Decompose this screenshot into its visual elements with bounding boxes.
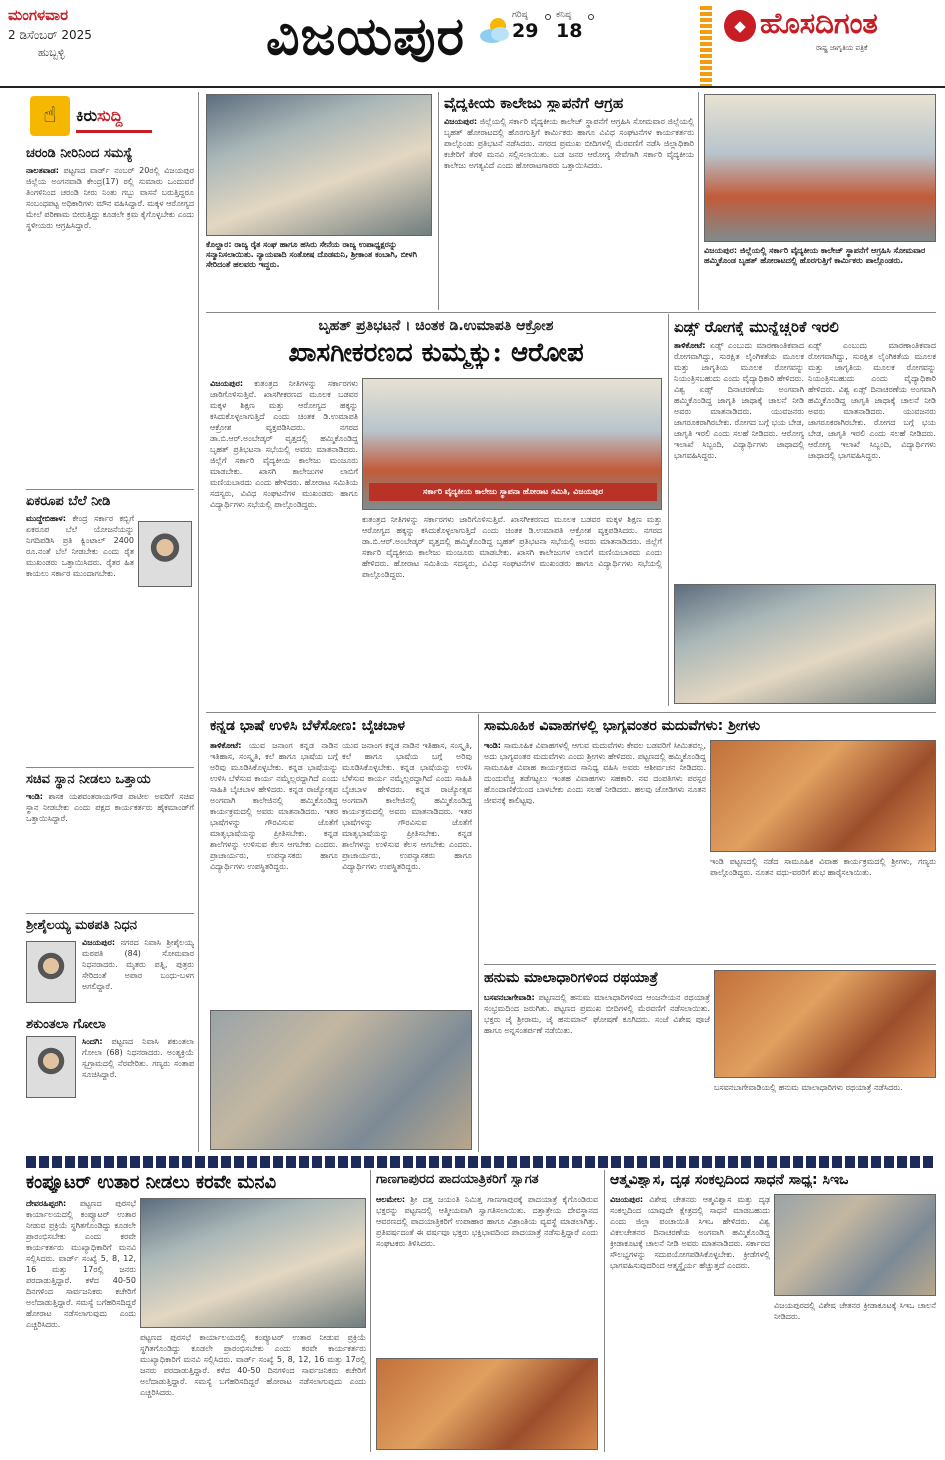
masthead [0,0,945,88]
story-body [376,1194,598,1354]
story-text: ಪಟ್ಟಣದ ಪುರಸಭೆ ಕಾರ್ಯಾಲಯದಲ್ಲಿ ಕಂಪ್ಯೂಟರ್ ಉತಾರ ನೀಡುವ ಪ್ರಕ್ರಿಯೆ ಸ್ಥಗಿತಗೊಂಡಿದ್ದು ಕೂಡಲೇ ಪ್ರಾರಂಭಿಸಬೇಕು ಎಂದು ಕರವೇ ಕಾರ್ಯಕರ್ತರು ಮುಖ್ಯಾಧಿಕಾರಿಗೆ ಮನವಿ ಸಲ್ಲಿಸಿದರು. ವಾರ್ಡ್ ಸಂಖ್ಯೆ 5, 8, 12, 16 ಮತ್ತು 17ರಲ್ಲಿ ಜನರು ಪರದಾಡುತ್ತಿದ್ದಾರೆ. ಕಳೆದ 40-50 ದಿನಗಳಿಂದ ಸಾರ್ವಜನಿಕರು ಕಚೇರಿಗೆ ಅಲೆದಾಡುತ್ತಿದ್ದಾರೆ. ಸಮಸ್ಯೆ ಬಗೆಹರಿಸದಿದ್ದರೆ ಹೋರಾಟ ನಡೆಸಲಾಗುವುದು ಎಂದು ಎಚ್ಚರಿಸಿದರು. [26,1199,136,1329]
news-photo [376,1358,598,1450]
story-headline: ಏಡ್ಸ್ ರೋಗಕ್ಕೆ ಮುನ್ನೆಚ್ಚರಿಕೆ ಇರಲಿ [674,318,839,336]
row-divider [206,712,936,713]
brief-body [26,165,194,485]
brief-text: ಶಾಸಕ ಯಶವಂತರಾಯಗೌಡ ಪಾಟೀಲ ಅವರಿಗೆ ಸಚಿವ ಸ್ಥಾನ ನೀಡಬೇಕು ಎಂದು ಪಕ್ಷದ ಕಾರ್ಯಕರ್ತರು ಹೈಕಮಾಂಡ್‌ಗೆ ಒತ್ತಾಯಿಸಿದ್ದಾರೆ. [26,792,194,823]
story-text: ಯುವ ಜನಾಂಗ ಕನ್ನಡ ನಾಡಿನ ಇತಿಹಾಸ, ಸಂಸ್ಕೃತಿ, ಕಲೆ ಹಾಗೂ ಭಾಷೆಯ ಬಗ್ಗೆ ಅರಿವು ಮೂಡಿಸಿಕೊಳ್ಳಬೇಕು. ಕನ್ನಡ ಭಾಷೆಯನ್ನು ಉಳಿಸಿ ಬೆಳೆಸುವ ಕಾರ್ಯ ನಮ್ಮೆಲ್ಲರದ್ದಾಗಿದೆ ಎಂದು ಸಾಹಿತಿ ಬೈಚಬಾಳ ಹೇಳಿದರು. ಕನ್ನಡ ರಾಜ್ಯೋತ್ಸವ ಅಂಗವಾಗಿ ಕಾಲೇಜಿನಲ್ಲಿ ಹಮ್ಮಿಕೊಂಡಿದ್ದ ಕಾರ್ಯಕ್ರಮದಲ್ಲಿ ಅವರು ಮಾತನಾಡಿದರು. ಇತರ ಭಾಷೆಗಳನ್ನು ಗೌರವಿಸುವ ಜೊತೆಗೆ ಮಾತೃಭಾಷೆಯನ್ನು ಪ್ರೀತಿಸಬೇಕು. ಕನ್ನಡ ಶಾಲೆಗಳನ್ನು ಉಳಿಸುವ ಕೆಲಸ ಆಗಬೇಕು ಎಂದರು. ಪ್ರಾಚಾರ್ಯರು, ಉಪನ್ಯಾಸಕರು ಹಾಗೂ ವಿದ್ಯಾರ್ಥಿಗಳು ಉಪಸ್ಥಿತರಿದ್ದರು. [210,741,338,871]
column-divider [370,1170,371,1452]
story-text: ಏಡ್ಸ್ ಎಂಬುದು ಮಾರಣಾಂತಿಕವಾದ ರೋಗವಾಗಿದ್ದು, ಸುರಕ್ಷಿತ ಲೈಂಗಿಕತೆಯ ಮೂಲಕ ಮತ್ತು ಜಾಗೃತಿಯ ಮೂಲಕ ರೋಗವನ್ನು ನಿಯಂತ್ರಿಸಬಹುದು ಎಂದು ವೈದ್ಯಾಧಿಕಾರಿ ಹೇಳಿದರು. ವಿಶ್ವ ಏಡ್ಸ್ ದಿನಾಚರಣೆಯ ಅಂಗವಾಗಿ ಹಮ್ಮಿಕೊಂಡಿದ್ದ ಜಾಗೃತಿ ಜಾಥಾಕ್ಕೆ ಚಾಲನೆ ನೀಡಿ ಅವರು ಮಾತನಾಡಿದರು. ಯುವಜನರು ಜಾಗರೂಕರಾಗಿರಬೇಕು. ರೋಗದ ಬಗ್ಗೆ ಭಯ ಬೇಡ, ಜಾಗೃತಿ ಇರಲಿ ಎಂದು ಸಲಹೆ ನೀಡಿದರು. ಆರೋಗ್ಯ ಇಲಾಖೆ ಸಿಬ್ಬಂದಿ, ವಿದ್ಯಾರ್ಥಿಗಳು ಜಾಥಾದಲ್ಲಿ ಭಾಗವಹಿಸಿದ್ದರು. [674,341,804,460]
section-underline [76,130,152,133]
brief-dateline: ಇಂಡಿ: [26,792,43,801]
brief-body [26,513,134,763]
brief-text: ಪಟ್ಟಣದ ವಾರ್ಡ್ ನಂಬರ್ 20ರಲ್ಲಿ ವಿಜಯಪುರ ಜಿಲ್ಲೆಯ ಅಂಗನವಾಡಿ ಕೇಂದ್ರ(17) ರಲ್ಲಿ ಸುಮಾರು ಒಂದುವರೆ ತಿಂಗಳಿನಿಂದ ಚರಂಡಿ ನೀರು ನಿಂತು ಗಬ್ಬು ವಾಸನೆ ಬರುತ್ತಿದ್ದರೂ ಸಂಬಂಧಪಟ್ಟ ಅಧಿಕಾರಿಗಳು ಮೌನ ವಹಿಸಿದ್ದಾರೆ. ಮಕ್ಕಳ ಆರೋಗ್ಯದ ಮೇಲೆ ಪರಿಣಾಮ ಬೀರುತ್ತಿದ್ದು ಕೂಡಲೇ ಕ್ರಮ ಕೈಗೊಳ್ಳಬೇಕು ಎಂದು ಸ್ಥಳೀಯರು ಆಗ್ರಹಿಸಿದ್ದಾರೆ. [26,166,194,230]
temp-min-value: 18 [556,20,583,42]
row-divider [206,312,936,313]
portrait-photo [26,1036,76,1098]
story-dateline: ಬಸವನಬಾಗೇವಾಡಿ: [484,993,535,1002]
kirusudhi-column [26,146,194,1152]
issue-day: ಮಂಗಳವಾರ [8,6,69,24]
story-text: ಶ್ರೀ ದತ್ತ ಜಯಂತಿ ನಿಮಿತ್ತ ಗಾಣಗಾಪುರಕ್ಕೆ ಪಾದಯಾತ್ರೆ ಕೈಗೊಂಡಿರುವ ಭಕ್ತರನ್ನು ಪಟ್ಟಣದಲ್ಲಿ ಆತ್ಮೀಯವಾಗಿ ಸ್ವಾಗತಿಸಲಾಯಿತು. ದತ್ತಾತ್ರೇಯ ದೇವಸ್ಥಾನದ ಆವರಣದಲ್ಲಿ ಪಾದಯಾತ್ರಿಕರಿಗೆ ಉಪಾಹಾರ ಹಾಗೂ ವಿಶ್ರಾಂತಿಯ ವ್ಯವಸ್ಥೆ ಮಾಡಲಾಗಿತ್ತು. ಪ್ರತಿವರ್ಷದಂತೆ ಈ ವರ್ಷವೂ ಭಕ್ತರು ಭಕ್ತಿಭಾವದಿಂದ ಪಾದಯಾತ್ರೆ ನಡೆಸುತ್ತಿದ್ದಾರೆ ಎಂದು ಸಂಘಟಕರು ತಿಳಿಸಿದರು. [376,1195,598,1248]
photo-caption: ಇಂಡಿ ಪಟ್ಟಣದಲ್ಲಿ ನಡೆದ ಸಾಮೂಹಿಕ ವಿವಾಹ ಕಾರ್ಯಕ್ರಮದಲ್ಲಿ ಶ್ರೀಗಳು, ಗಣ್ಯರು ಪಾಲ್ಗೊಂಡಿದ್ದರು. ನೂತನ ವಧು-ವರರಿಗೆ ಶುಭ ಹಾರೈಸಲಾಯಿತು. [710,857,936,877]
brief-text: ಕೇಂದ್ರ ಸರ್ಕಾರ ಕಬ್ಬಿಗೆ ಏಕರೂಪ ಬೆಲೆ ಯೋಜನೆಯನ್ನು ನಿಗದಿಪಡಿಸಿ ಪ್ರತಿ ಕ್ವಿಂಟಾಲ್ 2400 ರೂ.ನಂತೆ ಬೆಲೆ ನೀಡಬೇಕು ಎಂದು ರೈತ ಮುಖಂಡರು ಒತ್ತಾಯಿಸಿದರು. ರೈತರ ಹಿತ ಕಾಯಲು ಸರ್ಕಾರ ಮುಂದಾಗಬೇಕು. [26,514,134,578]
section-label-part1: ಕಿರು [76,106,98,125]
brief-body [26,791,194,909]
story-text: ಜಿಲ್ಲೆಯಲ್ಲಿ ಸರ್ಕಾರಿ ವೈದ್ಯಕೀಯ ಕಾಲೇಜ್ ಸ್ಥಾಪನೆಗೆ ಆಗ್ರಹಿಸಿ ಸೋಮವಾರ ಜಿಲ್ಲೆಯಲ್ಲಿ ಬೃಹತ್ ಹೋರಾಟದಲ್ಲಿ ಹೊರಗುತ್ತಿಗೆ ಕಾರ್ಮಿಕರು ಹಾಗೂ ವಿವಿಧ ಸಂಘಟನೆಗಳ ಕಾರ್ಯಕರ್ತರು ಪಾಲ್ಗೊಂಡು ಪ್ರತಿಭಟನೆ ನಡೆಸಿದರು. ನಗರದ ಪ್ರಮುಖ ಬೀದಿಗಳಲ್ಲಿ ಮೆರವಣಿಗೆ ನಡೆಸಿ ಜಿಲ್ಲಾಧಿಕಾರಿ ಕಚೇರಿಗೆ ತೆರಳಿ ಮನವಿ ಸಲ್ಲಿಸಲಾಯಿತು. ಬಡ ಜನರ ಆರೋಗ್ಯ ಸೇವೆಗಾಗಿ ಸರ್ಕಾರಿ ವೈದ್ಯಕೀಯ ಕಾಲೇಜು ಅಗತ್ಯವಿದೆ ಎಂದು ಹೋರಾಟಗಾರರು ಒತ್ತಾಯಿಸಿದರು. [444,117,694,170]
story-headline: ಗಾಣಗಾಪುರದ ಪಾದಯಾತ್ರಿಕರಿಗೆ ಸ್ವಾಗತ [376,1172,539,1187]
divider [26,913,194,914]
story-headline: ಹನುಮ ಮಾಲಾಧಾರಿಗಳಿಂದ ರಥಯಾತ್ರೆ [484,970,659,986]
obituary-dateline: ವಿಜಯಪುರ: [82,938,116,947]
story-body [210,740,338,1006]
news-photo [674,584,936,704]
story-dateline: ತಾಳಿಕೋಟೆ: [210,741,242,750]
protest-banner: ಸರ್ಕಾರಿ ವೈದ್ಯಕೀಯ ಕಾಲೇಜು ಸ್ಥಾಪನಾ ಹೋರಾಟ ಸಮಿತಿ, ವಿಜಯಪುರ [369,483,657,501]
news-photo [140,1198,366,1328]
page-title: ವಿಜಯಪುರ [266,6,466,67]
obituary-headline: ಶ್ರೀಶೈಲಯ್ಯ ಮಠಪತಿ ನಿಧನ [26,918,137,933]
brief-headline: ಏಕರೂಪ ಬೆಲೆ ನೀಡಿ [26,494,111,509]
story-dateline: ಇಂಡಿ: [484,741,501,750]
obituary-block [26,1036,194,1146]
section-label [76,106,122,126]
story-body-continued: ಕುತಂತ್ರದ ನೀತಿಗಳನ್ನು ಸರ್ಕಾರಗಳು ಜಾರಿಗೊಳಿಸುತ್ತಿವೆ. ಖಾಸಗೀಕರಣದ ಮೂಲಕ ಬಡವರ ಮಕ್ಕಳ ಶಿಕ್ಷಣ ಮತ್ತು ಆರೋಗ್ಯದ ಹಕ್ಕನ್ನು ಕಸಿದುಕೊಳ್ಳಲಾಗುತ್ತಿದೆ ಎಂದು ಚಿಂತಕ ಡಿ.ಉಮಾಪತಿ ಆಕ್ರೋಶ ವ್ಯಕ್ತಪಡಿಸಿದರು. ನಗರದ ಡಾ.ಬಿ.ಆರ್.ಅಂಬೇಡ್ಕರ್ ವೃತ್ತದಲ್ಲಿ ಹಮ್ಮಿಕೊಂಡಿದ್ದ ಬೃಹತ್ ಪ್ರತಿಭಟನಾ ಸಭೆಯಲ್ಲಿ ಅವರು ಮಾತನಾಡಿದರು. ಜಿಲ್ಲೆಗೆ ಸರ್ಕಾರಿ ವೈದ್ಯಕೀಯ ಕಾಲೇಜು ಮಂಜೂರು ಮಾಡಬೇಕು. ಖಾಸಗಿ ಕಾಲೇಜುಗಳ ಲಾಬಿಗೆ ಮಣಿಯಬಾರದು ಎಂದು ಹೇಳಿದರು. ಹೋರಾಟ ಸಮಿತಿಯ ಸದಸ್ಯರು, ವಿವಿಧ ಸಂಘಟನೆಗಳ ಮುಖಂಡರು ಹಾಗೂ ವಿದ್ಯಾರ್ಥಿಗಳು ಸಭೆಯಲ್ಲಿ ಪಾಲ್ಗೊಂಡಿದ್ದರು. [362,515,662,579]
obituary-body [82,1036,194,1146]
column-divider [698,92,699,310]
column-divider [604,1170,605,1452]
story-dateline: ವಿಜಯಪುರ: [210,379,244,388]
decorative-banner [26,1156,936,1168]
story-headline: ಕಂಪ್ಯೂಟರ್ ಉತಾರ ನೀಡಲು ಕರವೇ ಮನವಿ [26,1172,277,1193]
temp-max-label: ಗರಿಷ್ಠ [512,10,528,20]
story-text: ಕುತಂತ್ರದ ನೀತಿಗಳನ್ನು ಸರ್ಕಾರಗಳು ಜಾರಿಗೊಳಿಸುತ್ತಿವೆ. ಖಾಸಗೀಕರಣದ ಮೂಲಕ ಬಡವರ ಮಕ್ಕಳ ಶಿಕ್ಷಣ ಮತ್ತು ಆರೋಗ್ಯದ ಹಕ್ಕನ್ನು ಕಸಿದುಕೊಳ್ಳಲಾಗುತ್ತಿದೆ ಎಂದು ಚಿಂತಕ ಡಿ.ಉಮಾಪತಿ ಆಕ್ರೋಶ ವ್ಯಕ್ತಪಡಿಸಿದರು. ನಗರದ ಡಾ.ಬಿ.ಆರ್.ಅಂಬೇಡ್ಕರ್ ವೃತ್ತದಲ್ಲಿ ಹಮ್ಮಿಕೊಂಡಿದ್ದ ಬೃಹತ್ ಪ್ರತಿಭಟನಾ ಸಭೆಯಲ್ಲಿ ಅವರು ಮಾತನಾಡಿದರು. ಜಿಲ್ಲೆಗೆ ಸರ್ಕಾರಿ ವೈದ್ಯಕೀಯ ಕಾಲೇಜು ಮಂಜೂರು ಮಾಡಬೇಕು. ಖಾಸಗಿ ಕಾಲೇಜುಗಳ ಲಾಬಿಗೆ ಮಣಿಯಬಾರದು ಎಂದು ಹೇಳಿದರು. ಹೋರಾಟ ಸಮಿತಿಯ ಸದಸ್ಯರು, ವಿವಿಧ ಸಂಘಟನೆಗಳ ಮುಖಂಡರು ಹಾಗೂ ವಿದ್ಯಾರ್ಥಿಗಳು ಸಭೆಯಲ್ಲಿ ಪಾಲ್ಗೊಂಡಿದ್ದರು. [210,379,358,509]
story-body [210,378,358,706]
story-body [484,740,706,960]
obituary-dateline: ಸಿಂದಗಿ: [82,1037,103,1046]
portrait-photo [26,941,76,1003]
hand-pointing-icon: ☝ [30,96,70,136]
obituary-headline: ಶಕುಂತಲಾ ಗೋಲಾ [26,1017,106,1032]
column-divider [438,92,439,310]
story-dateline: ವಿಜಯಪುರ: [610,1195,644,1204]
divider [26,767,194,768]
story-body [26,1198,136,1450]
story-body [444,116,694,310]
story-dateline: ತಾಳಿಕೋಟೆ: [674,341,706,350]
temp-min [556,10,582,42]
temp-max-value: 29 [512,20,539,42]
obituary-text: ಪಟ್ಟಣದ ನಿವಾಸಿ ಶಕುಂತಲಾ ಗೋಲಾ (68) ನಿಧನರಾದರು. ಅಂತ್ಯಕ್ರಿಯೆ ಸ್ವಗ್ರಾಮದಲ್ಲಿ ನೆರವೇರಿತು. ಗಣ್ಯರು ಸಂತಾಪ ಸೂಚಿಸಿದ್ದಾರೆ. [82,1037,194,1079]
news-photo [710,740,936,852]
photo-caption: ವಿಜಯಪುರದಲ್ಲಿ ವಿಶೇಷ ಚೇತನರ ಕ್ರೀಡಾಕೂಟಕ್ಕೆ ಸಿಇಒ ಚಾಲನೆ ನೀಡಿದರು. [774,1301,936,1321]
story-body [674,340,804,580]
degree-icon [545,14,551,20]
story-body-continued: ಪಟ್ಟಣದ ಪುರಸಭೆ ಕಾರ್ಯಾಲಯದಲ್ಲಿ ಕಂಪ್ಯೂಟರ್ ಉತಾರ ನೀಡುವ ಪ್ರಕ್ರಿಯೆ ಸ್ಥಗಿತಗೊಂಡಿದ್ದು ಕೂಡಲೇ ಪ್ರಾರಂಭಿಸಬೇಕು ಎಂದು ಕರವೇ ಕಾರ್ಯಕರ್ತರು ಮುಖ್ಯಾಧಿಕಾರಿಗೆ ಮನವಿ ಸಲ್ಲಿಸಿದರು. ವಾರ್ಡ್ ಸಂಖ್ಯೆ 5, 8, 12, 16 ಮತ್ತು 17ರಲ್ಲಿ ಜನರು ಪರದಾಡುತ್ತಿದ್ದಾರೆ. ಕಳೆದ 40-50 ದಿನಗಳಿಂದ ಸಾರ್ವಜನಿಕರು ಕಚೇರಿಗೆ ಅಲೆದಾಡುತ್ತಿದ್ದಾರೆ. ಸಮಸ್ಯೆ ಬಗೆಹರಿಸದಿದ್ದರೆ ಹೋರಾಟ ನಡೆಸಲಾಗುವುದು ಎಂದು ಎಚ್ಚರಿಸಿದರು. [140,1333,366,1397]
news-photo [210,1010,472,1150]
story-headline: ಸಾಮೂಹಿಕ ವಿವಾಹಗಳಲ್ಲಿ ಭಾಗ್ಯವಂತರ ಮದುವೆಗಳು: ಶ್ರೀಗಳು [484,718,761,734]
column-divider [668,314,669,706]
story-dateline: ದೇವರಹಿಪ್ಪರಗಿ: [26,1199,67,1208]
cloud-sun-icon [478,14,512,48]
kirusudhi-badge [30,96,158,138]
obituary-block [26,937,194,1017]
story-text: ಸಾಮೂಹಿಕ ವಿವಾಹಗಳಲ್ಲಿ ಆಗುವ ಮದುವೆಗಳು ಕೇವಲ ಬಡವರಿಗೆ ಸೀಮಿತವಲ್ಲ, ಅದು ಭಾಗ್ಯವಂತರ ಮದುವೆಗಳು ಎಂದು ಶ್ರೀಗಳು ಹೇಳಿದರು. ಪಟ್ಟಣದಲ್ಲಿ ಹಮ್ಮಿಕೊಂಡಿದ್ದ ಸಾಮೂಹಿಕ ವಿವಾಹ ಕಾರ್ಯಕ್ರಮದ ಸಾನಿಧ್ಯ ವಹಿಸಿ ಅವರು ಆಶೀರ್ವಚನ ನೀಡಿದರು. ದುಂದುವೆಚ್ಚ ತಡೆಗಟ್ಟಲು ಇಂತಹ ವಿವಾಹಗಳು ಸಹಕಾರಿ. ನವ ದಂಪತಿಗಳು ಪರಸ್ಪರ ಹೊಂದಾಣಿಕೆಯಿಂದ ಬಾಳಬೇಕು ಎಂದು ಸಲಹೆ ನೀಡಿದರು. ಹಲವು ಜೋಡಿಗಳು ನೂತನ ಜೀವನಕ್ಕೆ ಕಾಲಿಟ್ಟವು. [484,741,706,805]
news-photo [704,94,936,242]
story-headline: ಕನ್ನಡ ಭಾಷೆ ಉಳಿಸಿ ಬೆಳೆಸೋಣ: ಬೈಚಬಾಳ [210,718,406,734]
story-body [484,992,710,1152]
brief-dateline: ಮುದ್ದೇಬಿಹಾಳ: [26,514,66,523]
news-photo [206,94,432,236]
story-headline: ವೈದ್ಯಕೀಯ ಕಾಲೇಜು ಸ್ಥಾಪನೆಗೆ ಆಗ್ರಹ [444,94,624,112]
portrait-photo [138,521,192,587]
newspaper-logo [716,4,940,60]
story-text: ವಿಶೇಷ ಚೇತನರು ಆತ್ಮವಿಶ್ವಾಸ ಮತ್ತು ದೃಢ ಸಂಕಲ್ಪದಿಂದ ಯಾವುದೇ ಕ್ಷೇತ್ರದಲ್ಲಿ ಸಾಧನೆ ಮಾಡಬಹುದು ಎಂದು ಜಿಲ್ಲಾ ಪಂಚಾಯಿತಿ ಸಿಇಒ ಹೇಳಿದರು. ವಿಶ್ವ ವಿಕಲಚೇತನರ ದಿನಾಚರಣೆಯ ಅಂಗವಾಗಿ ಹಮ್ಮಿಕೊಂಡಿದ್ದ ಕ್ರೀಡಾಕೂಟಕ್ಕೆ ಚಾಲನೆ ನೀಡಿ ಅವರು ಮಾತನಾಡಿದರು. ಸರ್ಕಾರದ ಸೌಲಭ್ಯಗಳನ್ನು ಸದುಪಯೋಗಪಡಿಸಿಕೊಳ್ಳಬೇಕು. ಕ್ರೀಡೆಗಳಲ್ಲಿ ಭಾಗವಹಿಸುವುದರಿಂದ ಆತ್ಮಸ್ಥೈರ್ಯ ಹೆಚ್ಚುತ್ತದೆ ಎಂದರು. [610,1195,770,1270]
story-body-continued: ಏಡ್ಸ್ ಎಂಬುದು ಮಾರಣಾಂತಿಕವಾದ ರೋಗವಾಗಿದ್ದು, ಸುರಕ್ಷಿತ ಲೈಂಗಿಕತೆಯ ಮೂಲಕ ಮತ್ತು ಜಾಗೃತಿಯ ಮೂಲಕ ರೋಗವನ್ನು ನಿಯಂತ್ರಿಸಬಹುದು ಎಂದು ವೈದ್ಯಾಧಿಕಾರಿ ಹೇಳಿದರು. ವಿಶ್ವ ಏಡ್ಸ್ ದಿನಾಚರಣೆಯ ಅಂಗವಾಗಿ ಹಮ್ಮಿಕೊಂಡಿದ್ದ ಜಾಗೃತಿ ಜಾಥಾಕ್ಕೆ ಚಾಲನೆ ನೀಡಿ ಅವರು ಮಾತನಾಡಿದರು. ಯುವಜನರು ಜಾಗರೂಕರಾಗಿರಬೇಕು. ರೋಗದ ಬಗ್ಗೆ ಭಯ ಬೇಡ, ಜಾಗೃತಿ ಇರಲಿ ಎಂದು ಸಲಹೆ ನೀಡಿದರು. ಆರೋಗ್ಯ ಇಲಾಖೆ ಸಿಬ್ಬಂದಿ, ವಿದ್ಯಾರ್ಥಿಗಳು ಜಾಥಾದಲ್ಲಿ ಭಾಗವಹಿಸಿದ್ದರು. [808,341,936,460]
row-divider [484,964,936,965]
lead-headline: ಖಾಸಗೀಕರಣದ ಕುಮ್ಮಕ್ಕು: ಆರೋಪ [288,338,584,368]
column-divider [478,714,479,1152]
photo-caption: ಬಸವನಬಾಗೇವಾಡಿಯಲ್ಲಿ ಹನುಮ ಮಾಲಾಧಾರಿಗಳು ರಥಯಾತ್ರೆ ನಡೆಸಿದರು. [714,1083,903,1092]
decorative-stripes [700,6,712,86]
story-headline: ಆತ್ಮವಿಶ್ವಾಸ, ದೃಢ ಸಂಕಲ್ಪದಿಂದ ಸಾಧನೆ ಸಾಧ್ಯ: ಸಿಇಒ [610,1172,849,1188]
brief-headline: ಚರಂಡಿ ನೀರಿನಿಂದ ಸಮಸ್ಯೆ [26,146,133,161]
news-photo [362,378,662,510]
brief-block [26,513,194,763]
story-kicker: ಬೃಹತ್ ಪ್ರತಿಭಟನೆ । ಚಿಂತಕ ಡಿ.ಉಮಾಪತಿ ಆಕ್ರೋಶ [318,318,554,334]
edition-name: ಹುಬ್ಬಳ್ಳಿ [38,46,65,59]
photo-caption: ಕೊಲ್ಹಾರ: ರಾಜ್ಯ ರೈತ ಸಂಘ ಹಾಗೂ ಹಸಿರು ಸೇನೆಯ ರಾಜ್ಯ ಉಪಾಧ್ಯಕ್ಷರನ್ನು ಸನ್ಮಾನಿಸಲಾಯಿತು. ನ್ಯಾಯವಾದಿ ಸಂತೋಷ ದೊಡಮನಿ, ಶ್ರೀಕಾಂತ ಕಂಬಾಗಿ, ಬೀಳಗಿ ಸೇರಿದಂತೆ ಹಲವರು ಇದ್ದರು. [206,240,417,269]
photo-caption: ವಿಜಯಪುರ: ಜಿಲ್ಲೆಯಲ್ಲಿ ಸರ್ಕಾರಿ ವೈದ್ಯಕೀಯ ಕಾಲೇಜ್ ಸ್ಥಾಪನೆಗೆ ಆಗ್ರಹಿಸಿ ಸೋಮವಾರ ಹಮ್ಮಿಕೊಂಡ ಬೃಹತ್ ಹೋರಾಟದಲ್ಲಿ ಹೊರಗುತ್ತಿಗೆ ಕಾರ್ಮಿಕರು ಪಾಲ್ಗೊಂಡರು. [704,246,926,265]
brief-dateline: ನಾಲತವಾಡ: [26,166,59,175]
issue-date: 2 ಡಿಸೆಂಬರ್ 2025 [8,28,92,42]
logo-tagline: ರಾಷ್ಟ್ರ ಜಾಗೃತಿಯ ಪತ್ರಿಕೆ [816,44,868,52]
story-body [610,1194,770,1450]
section-label-part2: ಸುದ್ದಿ [97,106,123,125]
temp-min-label: ಕನಿಷ್ಠ [556,10,572,20]
logo-emblem-icon: ◆ [724,10,756,42]
brief-headline: ಸಚಿವ ಸ್ಥಾನ ನೀಡಲು ಒತ್ತಾಯ [26,772,151,787]
column-divider [198,92,199,1152]
story-dateline: ಆಲಮೇಲ: [376,1195,406,1204]
news-photo [774,1194,936,1296]
news-photo [714,970,936,1078]
story-dateline: ವಿಜಯಪುರ: [444,117,478,126]
obituary-body [82,937,194,1017]
story-body-continued: ಯುವ ಜನಾಂಗ ಕನ್ನಡ ನಾಡಿನ ಇತಿಹಾಸ, ಸಂಸ್ಕೃತಿ, ಕಲೆ ಹಾಗೂ ಭಾಷೆಯ ಬಗ್ಗೆ ಅರಿವು ಮೂಡಿಸಿಕೊಳ್ಳಬೇಕು. ಕನ್ನಡ ಭಾಷೆಯನ್ನು ಉಳಿಸಿ ಬೆಳೆಸುವ ಕಾರ್ಯ ನಮ್ಮೆಲ್ಲರದ್ದಾಗಿದೆ ಎಂದು ಸಾಹಿತಿ ಬೈಚಬಾಳ ಹೇಳಿದರು. ಕನ್ನಡ ರಾಜ್ಯೋತ್ಸವ ಅಂಗವಾಗಿ ಕಾಲೇಜಿನಲ್ಲಿ ಹಮ್ಮಿಕೊಂಡಿದ್ದ ಕಾರ್ಯಕ್ರಮದಲ್ಲಿ ಅವರು ಮಾತನಾಡಿದರು. ಇತರ ಭಾಷೆಗಳನ್ನು ಗೌರವಿಸುವ ಜೊತೆಗೆ ಮಾತೃಭಾಷೆಯನ್ನು ಪ್ರೀತಿಸಬೇಕು. ಕನ್ನಡ ಶಾಲೆಗಳನ್ನು ಉಳಿಸುವ ಕೆಲಸ ಆಗಬೇಕು ಎಂದರು. ಪ್ರಾಚಾರ್ಯರು, ಉಪನ್ಯಾಸಕರು ಹಾಗೂ ವಿದ್ಯಾರ್ಥಿಗಳು ಉಪಸ್ಥಿತರಿದ್ದರು. [342,741,472,871]
story-text: ಪಟ್ಟಣದಲ್ಲಿ ಹನುಮ ಮಾಲಾಧಾರಿಗಳಿಂದ ಆಂಜನೇಯನ ರಥಯಾತ್ರೆ ಸಂಭ್ರಮದಿಂದ ಜರುಗಿತು. ಪಟ್ಟಣದ ಪ್ರಮುಖ ಬೀದಿಗಳಲ್ಲಿ ಮೆರವಣಿಗೆ ನಡೆಸಲಾಯಿತು. ಭಕ್ತರು ಜೈ ಶ್ರೀರಾಮ, ಜೈ ಹನುಮಾನ್ ಘೋಷಣೆ ಕೂಗಿದರು. ಸಂಜೆ ವಿಶೇಷ ಪೂಜೆ ಹಾಗೂ ಅನ್ನಸಂತರ್ಪಣೆ ನಡೆಯಿತು. [484,993,710,1035]
temp-max [512,10,538,42]
degree-icon [588,14,594,20]
obituary-text: ನಗರದ ನಿವಾಸಿ ಶ್ರೀಶೈಲಯ್ಯ ಮಠಪತಿ (84) ಸೋಮವಾರ ನಿಧನರಾದರು. ಮೃತರು ಪತ್ನಿ, ಪುತ್ರರು ಸೇರಿದಂತೆ ಅಪಾರ ಬಂಧು-ಬಳಗ ಅಗಲಿದ್ದಾರೆ. [82,938,194,991]
logo-text: ಹೊಸದಿಗಂತ [760,6,878,40]
divider [26,489,194,490]
